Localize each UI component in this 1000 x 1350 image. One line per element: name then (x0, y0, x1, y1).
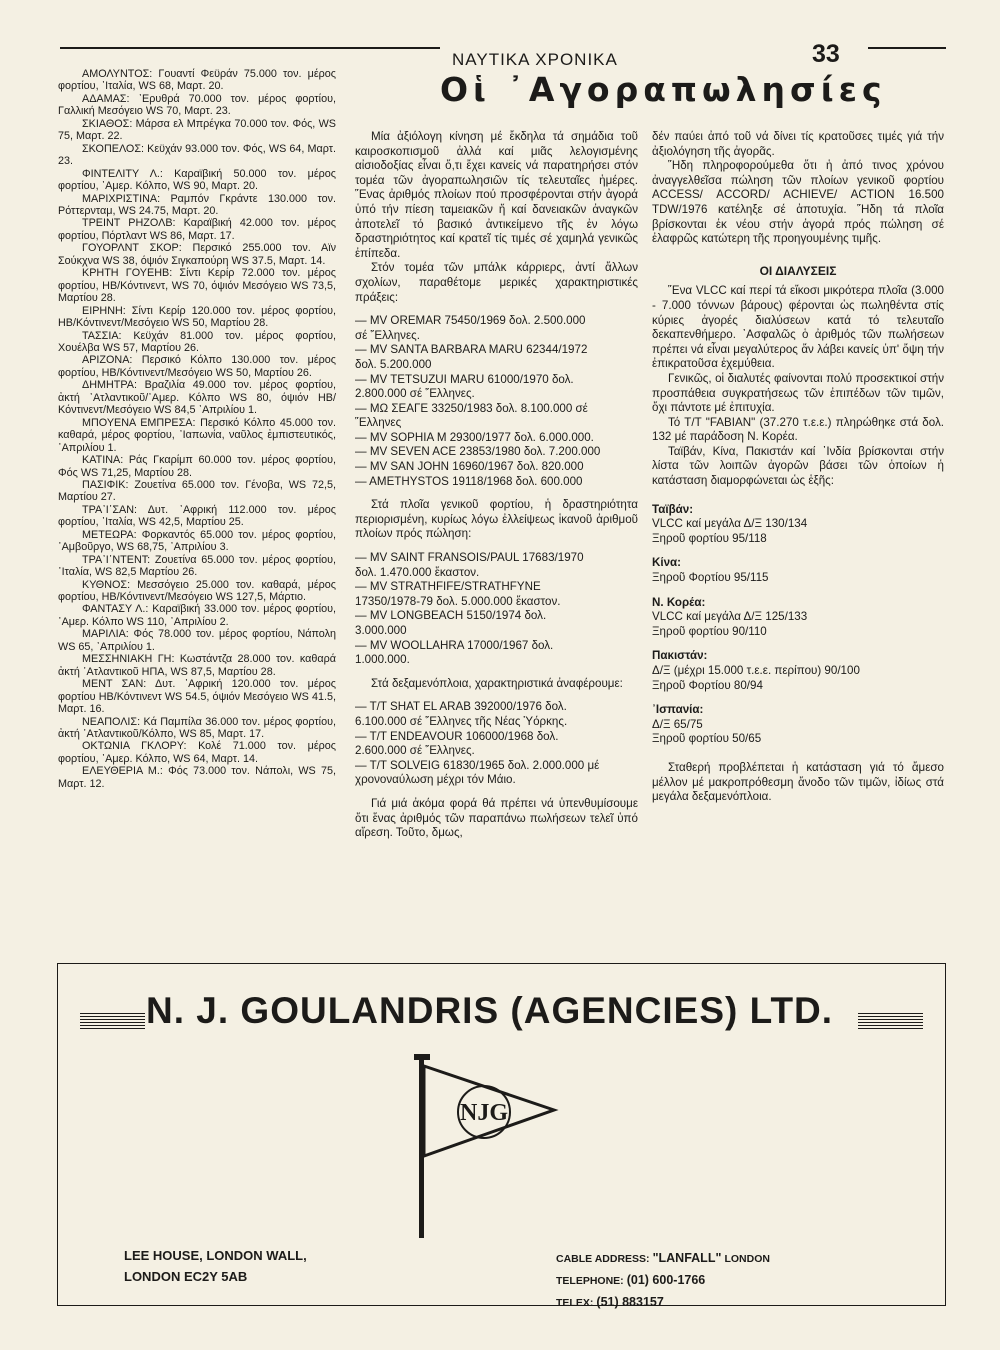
sale-line: — MV STRATHFIFE/STRATHFYNE (355, 580, 541, 594)
cable-label: CABLE ADDRESS: (556, 1253, 650, 1265)
sale-line: — MV SANTA BARBARA MARU 62344/1972 (355, 343, 588, 357)
telex-row (556, 1292, 770, 1314)
address-line: LEE HOUSE, LONDON WALL, (124, 1248, 307, 1263)
price-line: Ξηροῦ Φορτίου 95/115 (652, 571, 769, 585)
price-line: Δ/Ξ (μέχρι 15.000 τ.ε.ε. περίπου) 90/100 (652, 664, 860, 677)
fixture-entry: ΣΚΙΑΘΟΣ: Μάρσα ελ Μπρέγκα 70.000 τον. Φός, WS 75, Μαρτ. 22. (58, 117, 336, 143)
sale-line: 6.100.000 σέ ῞Ελληνες τῆς Νέας Ὑόρκης. (355, 714, 568, 728)
price-line: Ξηροῦ φορτίου 50/65 (652, 732, 762, 746)
intro-paragraph: Μία ἀξιόλογη κίνηση μέ ἔκδηλα τά σημάδια τοῦ καιροσκοπισμοῦ ἀλλά καί μιᾶς λελογισμένης αἰσιοδοξίας εἶναι ὅ,τι ἔχει κανείς νά παρατηρήσει στόν τομέα τῶν ἀγοραπωλησιῶν τίς τελευταῖες ἡμέρες. ῞Ενας ἀριθμός πλοίων πού προσφέρονται στήν ἀγορά ὑπό τήν πίεση ταμειακῶν ἤ καί δανειακῶν ἀναγκῶν ἀποτελεῖ τό βασικό ἀντικείμενο τῆς ἐν λόγω δραστηριότητος καί κρατεῖ τίς τιμές σέ χαμηλά γενικῶς ἐπίπεδα. (355, 130, 638, 260)
sale-line: — MV SEVEN ACE 23853/1980 δολ. 7.200.000 (355, 445, 601, 459)
continuation-paragraph: δέν παύει ἀπό τοῦ νά δίνει τίς κρατοῦσες τιμές γιά τήν ἀξιολόγηση τῆς ἀγορᾶς. (652, 130, 944, 158)
tanker-sales-list (355, 700, 638, 788)
sale-line: — MV SAINT FRANSOIS/PAUL 17683/1970 (355, 551, 584, 565)
fixture-entry: ΤΑΣΣΙΑ: Κεϋχάν 81.000 τον. μέρος φορτίου, Χουέλβα WS 57, Μαρτίου 26. (58, 329, 336, 354)
failed-sale-paragraph: ῞Ηδη πληροφορούμεθα ὅτι ἡ ἀπό τινος χρόνου ἀναγγελθεῖσα πώληση τῶν πλοίων γενικοῦ φορτίου ACCESS/ ACCORD/ ACHIEVE/ ACTION 16.500 TDW/1976 κατέληξε σέ ἀποτυχία. ῞Ηδη τά πλοῖα βρίσκονται ἐκ νέου στήν ἀγορά πρός πώληση σέ ἐλαφρῶς κατώτερη τῆς προηγουμένης τιμῆς. (652, 159, 944, 246)
section-heading: ΟΙ ΔΙΑΛΥΣΕΙΣ (759, 263, 837, 278)
telex-label: TELEX: (556, 1297, 594, 1309)
fixture-entry: ΝΕΑΠΟΛΙΣ: Κά Παμπίλα 36.000 τον. μέρος φορτίου, ἀκτή ᾿Ατλαντικοῦ/Κόλπο, WS 85, Μαρτ. 17. (58, 715, 336, 741)
fixture-entry: ΜΑΡΙΛΙΑ: Φός 78.000 τον. μέρος φορτίου, Νάπολη WS 65, ᾿Απριλίου 1. (58, 628, 336, 653)
cable-address-row (556, 1248, 770, 1270)
fixture-entry: ΤΡΑ᾿Ι᾿ΝΤΕΝΤ: Ζουετίνα 65.000 τον. μέρος φορτίου, ᾿Ιταλία, WS 82,5 Μαρτίου 26. (58, 553, 336, 579)
country-prices (652, 503, 944, 747)
price-line: VLCC καί μεγάλα Δ/Ξ 125/133 (652, 610, 808, 624)
demolitions-column (652, 130, 944, 805)
sale-line: — MV TETSUZUI MARU 61000/1970 δολ. (355, 372, 574, 386)
sale-line: — MV SOPHIA M 29300/1977 δολ. 6.000.000. (355, 430, 594, 444)
sale-line: — MV WOOLLAHRA 17000/1967 δολ. (355, 638, 554, 652)
header-rule-left (60, 47, 440, 49)
fixture-entry: ΕΛΕΥΘΕΡΙΑ Μ.: Φός 73.000 τον. Νάπολι, WS 75, Μαρτ. 12. (58, 765, 336, 790)
sale-line: 2.800.000 σέ ῞Ελληνες. (355, 387, 475, 401)
address-block (124, 1245, 307, 1287)
sale-line: δολ. 5.200.000 (355, 357, 432, 371)
sale-line: — MV OREMAR 75450/1969 δολ. 2.500.000 (355, 314, 586, 328)
company-flag-logo (400, 1052, 560, 1242)
bulk-sales-list (355, 314, 638, 489)
demolition-paragraph: Ταϊβάν, Κίνα, Πακιστάν καί ᾿Ινδία βρίσκονται στήν λίστα τῶν λοιπῶν ἀγορῶν βάσει τῶν ὁποίων ἡ κατάσταση διαμορφώνεται ὡς ἑξῆς: (652, 444, 944, 488)
fixture-entry: ΤΡΑ᾿Ι᾿ΣΑΝ: Δυτ. ᾿Αφρική 112.000 τον. μέρος φορτίου, ᾿Ιταλία, WS 42,5, Μαρτίου 25. (58, 503, 336, 529)
fixture-entry: ΜΕΤΕΩΡΑ: Φορκαντός 65.000 τον. μέρος φορτίου, ᾿Αμβοῦργο, WS 68,75, ᾿Απριλίου 3. (58, 528, 336, 554)
general-cargo-paragraph: Στά πλοῖα γενικοῦ φορτίου, ἡ δραστηριότητα περιορισμένη, κυρίως λόγω ἐλλείψεως ἱκανοῦ ἀριθμοῦ πλοίων πρός πώληση: (355, 498, 638, 541)
fixture-entry: ΓΟΥΟΡΛΝΤ ΣΚΟΡ: Περσικό 255.000 τον. Αϊν Σούκχνα WS 38, όψιόν Σιγκαπούρη WS 37.5, Μαρτ. 14. (58, 242, 336, 267)
price-line: Ξηροῦ φορτίου 90/110 (652, 624, 767, 638)
sale-line: — ΜΩ ΣΕΑΓΕ 33250/1983 δολ. 8.100.000 σέ (355, 401, 588, 415)
general-cargo-sales-list (355, 551, 638, 668)
sale-line: — MV SAN JOHN 16960/1967 δολ. 820.000 (355, 460, 584, 474)
sale-line: — T/T SHAT EL ARAB 392000/1976 δολ. (355, 700, 567, 714)
sale-line: δολ. 1.470.000 ἕκαστον. (355, 565, 480, 579)
sales-column (355, 130, 638, 841)
fixture-entry: ΜΕΝΤ ΣΑΝ: Δυτ. ᾿Αφρική 120.000 τον. μέρος φορτίου ΗΒ/Κόντινεντ WS 54.5, όψιόν Μεσόγειο WS 41.5, Μαρτ. 16. (58, 678, 336, 716)
fixture-entry: ΔΗΜΗΤΡΑ: Βραζιλία 49.000 τον. μέρος φορτίου, ἀκτή ᾿Ατλαντικοῦ/᾿Αμερ. Κόλπο WS 80, όψιόν ΗΒ/Κόντινεντ/Μεσόγειο WS 84,5 ᾿Απριλίου 1. (58, 379, 336, 417)
fixture-entry: ΟΚΤΩΝΙΑ ΓΚΛΟΡΥ: Κολέ 71.000 τον. μέρος φορτίου, ᾿Αμερ. Κόλπο, WS 64, Μαρτ. 14. (58, 740, 336, 765)
country-name: Πακιστάν: (652, 649, 708, 663)
fixture-entry: ΚΡΗΤΗ ΓΟΥΕΗΒ: Σίντι Κερίρ 72.000 τον. μέρος φορτίου, ΗΒ/Κόντινεντ, WS 70, όψιόν Μεσόγειο WS 73,5, Μαρτίου 28. (58, 267, 336, 305)
country-name: ᾿Ισπανία: (652, 703, 704, 717)
country-name: Κίνα: (652, 556, 682, 570)
tankers-paragraph: Στά δεξαμενόπλοια, χαρακτηριστικά ἀναφέρουμε: (371, 676, 623, 690)
fixtures-column (58, 68, 336, 790)
telex-value: (51) 883157 (596, 1295, 664, 1309)
fixture-entry: ΜΕΣΣΗΝΙΑΚΗ ΓΗ: Κωστάντζα 28.000 τον. καθαρά ἀκτή ᾿Ατλαντικοῦ ΗΠΑ, WS 87,5, Μαρτίου 28. (58, 653, 336, 678)
price-line: Δ/Ξ 65/75 (652, 717, 703, 731)
page-number: 33 (812, 40, 840, 68)
sale-line: — T/T ENDEAVOUR 106000/1968 δολ. (355, 729, 559, 743)
fixture-entry: ΑΔΑΜΑΣ: ᾿Ερυθρά 70.000 τον. μέρος φορτίου, Γαλλική Μεσόγειο WS 70, Μαρτ. 23. (58, 92, 336, 118)
demolition-paragraph: Γενικῶς, οἱ διαλυτές φαίνονται πολύ προσεκτικοί στήν προσπάθεια συγκρατήσεως τῶν ἐπιπέδων τῶν τιμῶν, ὄχι πάντοτε μέ ἐπιτυχία. (652, 371, 944, 415)
hatch-decoration-left (80, 1013, 145, 1031)
sale-line: 1.000.000. (355, 653, 410, 667)
fixture-entry: ΑΡΙΖΟΝΑ: Περσικό Κόλπο 130.000 τον. μέρος φορτίου, ΗΒ/Κόντινεντ/Μεσόγειο WS 50, Μαρτίου 26. (58, 354, 336, 379)
fixture-entry: ΦΙΝΤΕΛΙΤΥ Λ.: Καραϊβική 50.000 τον. μέρος φορτίου, ᾿Αμερ. Κόλπο, WS 90, Μαρτ. 20. (58, 167, 336, 193)
monogram-letters: NJG (460, 1100, 508, 1126)
fixture-entry: ΕΙΡΗΝΗ: Σίντι Κερίρ 120.000 τον. μέρος φορτίου, ΗΒ/Κόντινεντ/Μεσόγειο WS 50, Μαρτίου 28. (58, 304, 336, 330)
article-title: Οἱ ᾿Αγοραπωλησίες (440, 70, 887, 109)
fixture-entry: ΤΡΕΙΝΤ ΡΗΖΟΛΒ: Καραϊβική 42.000 τον. μέρος φορτίου, Πόρτλαντ WS 86, Μαρτ. 17. (58, 217, 336, 242)
sale-line: — AMETHYSTOS 19118/1968 δολ. 600.000 (355, 474, 583, 488)
fixture-entry: ΜΠΟΥΕΝΑ ΕΜΠΡΕΣΑ: Περσικό Κόλπο 45.000 τον. καθαρά, μέρος φορτίου, ᾿Ιαπωνία, ναῦλος ἐμπιστευτικός, ᾿Απριλίου 1. (58, 416, 336, 454)
fixture-entry: ΜΑΡΙΧΡΙΣΤΙΝΑ: Ραμπόν Γκράντε 130.000 τον. Ρόττερνταμ, WS 24.75, Μαρτ. 20. (58, 192, 336, 217)
demolition-paragraph: Τό Τ/Τ "FABIAN" (37.270 τ.ε.ε.) πληρώθηκε στά δολ. 132 μέ παράδοση Ν. Κορέα. (652, 415, 944, 444)
sale-line: — MV LONGBEACH 5150/1974 δολ. (355, 609, 547, 623)
sale-line: — T/T SOLVEIG 61830/1965 δολ. 2.000.000 μέ (355, 758, 600, 772)
fixture-entry: ΠΑΣΙΦΙΚ: Ζουετίνα 65.000 τον. Γένοβα, WS 72,5, Μαρτίου 27. (58, 478, 336, 504)
sale-line: 17350/1978-79 δολ. 5.000.000 ἕκαστον. (355, 594, 561, 608)
fixture-entry: ΚΑΤΙΝΑ: Ράς Γκαρίμπ 60.000 τον. μέρος φορτίου, Φός WS 71,25, Μαρτίου 28. (58, 454, 336, 479)
telephone-value: (01) 600-1766 (626, 1273, 706, 1287)
closing-paragraph: Γιά μιά ἀκόμα φορά θά πρέπει νά ὑπενθυμίσουμε ὅτι ἕνας ἀριθμός τῶν παραπάνω πωλήσεων τελεῖ ὑπό αἵρεση. Τοῦτο, δμως, (355, 796, 638, 840)
closing-paragraph: Σταθερή προβλέπεται ἡ κατάσταση γιά τό ἄμεσο μέλλον μέ μακροπρόθεσμη ἄνοδο τῶν τιμῶν, ἰδίως στά μεγάλα δεξαμενόπλοια. (652, 760, 944, 804)
bulk-intro-paragraph: Στόν τομέα τῶν μπάλκ κάρριερς, ἀντί ἄλλων σχολίων, παραθέτομε μερικές χαρακτηριστικές πράξεις: (355, 261, 638, 304)
fixture-entry: ΣΚΟΠΕΛΟΣ: Κεϋχάν 93.000 τον. Φός, WS 64, Μαρτ. 23. (58, 142, 336, 168)
sale-line: 2.600.000 σέ ῞Ελληνες. (355, 744, 475, 758)
company-name: N. J. GOULANDRIS (AGENCIES) LTD. (146, 990, 834, 1031)
hatch-decoration-right (858, 1013, 923, 1031)
sale-line: 3.000.000 (355, 624, 407, 637)
demolition-paragraph: ῞Ενα VLCC καί περί τά εἴκοσι μικρότερα πλοῖα (3.000 - 7.000 τόννων βάρους) φέρονται ὡς πωληθέντα στίς κύριες ἀγορές διαλύσεων κατά τό τελευταῖο δεκαπενθήμερο. ᾿Ασφαλῶς ὁ ἀριθμός τῶν πωλήσεων πρέπει νά εἶναι μεγαλύτερος ἄν λάβει κανείς ὑπ' ὄψη τήν ἐπικρατοῦσα ἐχεμύθεια. (652, 284, 944, 371)
telephone-label: TELEPHONE: (556, 1275, 624, 1287)
fixture-entry: ΚΥΘΝΟΣ: Μεσσόγειο 25.000 τον. καθαρά, μέρος φορτίου, ΗΒ/Κόντινεντ/Μεσόγειο WS 127,5, Μάρτιο. (58, 578, 336, 604)
journal-name: ΝΑΥΤΙΚΑ ΧΡΟΝΙΚΑ (452, 50, 618, 69)
fixture-entry: ΑΜΟΛΥΝΤΟΣ: Γουαντί Φεϋράν 75.000 τον. μέρος φορτίου, ᾿Ιταλία, WS 68, Μαρτ. 20. (58, 68, 336, 93)
cable-city: LONDON (724, 1253, 770, 1265)
sale-line: ῞Ελληνες (355, 416, 402, 430)
country-name: Ταϊβάν: (652, 502, 694, 516)
sale-line: σέ ῞Ελληνες. (355, 328, 420, 342)
header-rule-right (868, 47, 946, 49)
price-line: Ξηροῦ Φορτίου 80/94 (652, 678, 763, 692)
contact-block (556, 1248, 770, 1314)
country-name: Ν. Κορέα: (652, 595, 706, 609)
sale-line: χρονοναύλωση μέχρι τόν Μάιο. (355, 773, 516, 787)
cable-value: "LANFALL" (652, 1251, 722, 1265)
fixture-entry: ΦΑΝΤΑΣΥ Λ.: Καραϊβική 33.000 τον. μέρος φορτίου, ᾿Αμερ. Κόλπο WS 110, ᾿Απριλίου 2. (58, 603, 336, 628)
price-line: VLCC καί μεγάλα Δ/Ξ 130/134 (652, 517, 808, 531)
address-line: LONDON EC2Y 5AB (124, 1269, 248, 1284)
telephone-row (556, 1270, 770, 1292)
price-line: Ξηροῦ φορτίου 95/118 (652, 531, 767, 545)
